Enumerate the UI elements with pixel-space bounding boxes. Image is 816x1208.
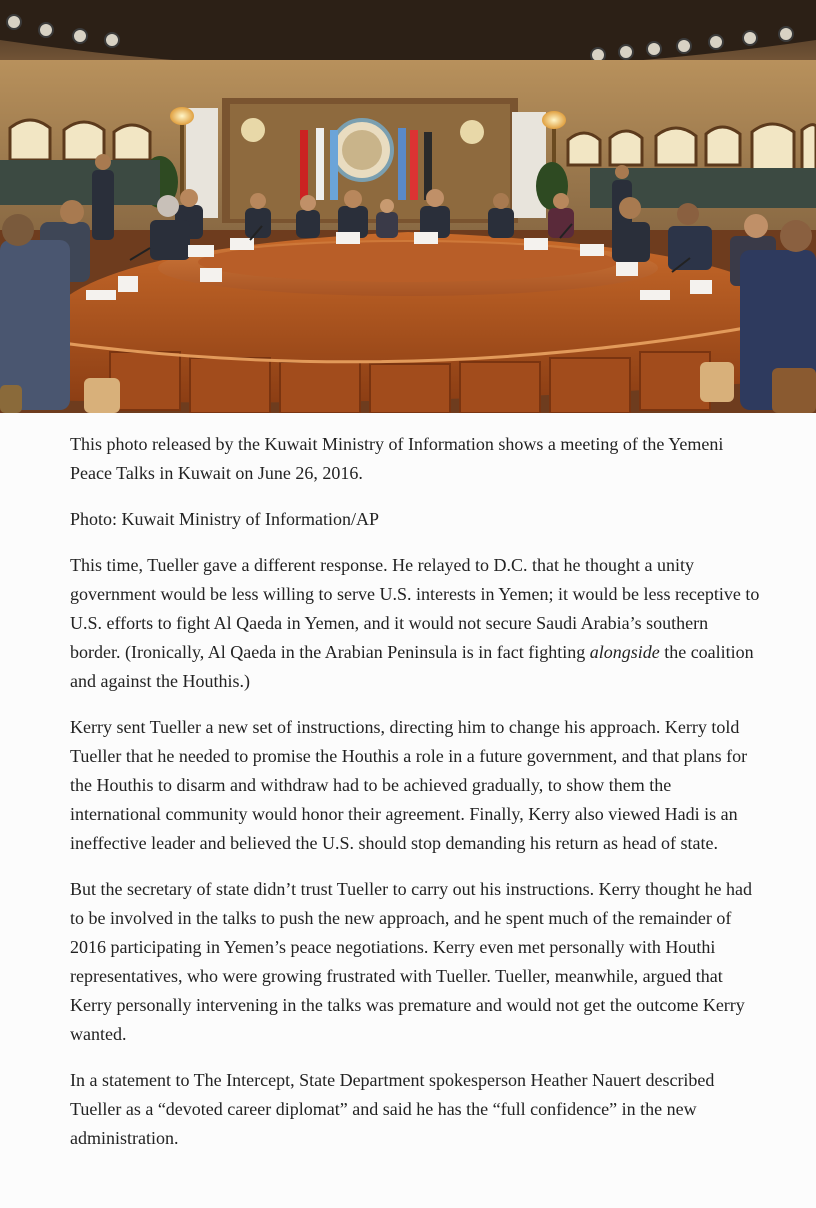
meeting-photo bbox=[0, 0, 816, 413]
paragraph-3: But the secretary of state didn’t trust Tueller to carry out his instructions. Kerry thought he had to be involved in the talks to push the new approach, and he spent much of the remainder of 2016 participating in Yemen’s peace negotiations. Kerry even met personally with Houthi representatives, who were growing frustrated with Tueller. Tueller, meanwhile, argued that Kerry personally intervening in the talks was premature and would not get the outcome Kerry wanted. bbox=[70, 879, 753, 1044]
paragraph-1-text-a: This time, Tueller gave a different response. He relayed to D.C. that he thought a unity government would be less willing to serve U.S. interests in Yemen; it would be less receptive to U.S. efforts to fight Al Qaeda in Yemen, and it would not secure Saudi Arabia’s southern border. (Ironically, Al Qaeda in the Arabian Peninsula is in fact fighting bbox=[70, 555, 760, 662]
article-body bbox=[70, 430, 760, 1170]
paragraph-1-emphasis: alongside bbox=[589, 642, 660, 662]
photo-credit: Photo: Kuwait Ministry of Information/AP bbox=[70, 509, 379, 529]
paragraph-1 bbox=[70, 551, 760, 696]
paragraph-2: Kerry sent Tueller a new set of instructions, directing him to change his approach. Kerry told Tueller that he needed to promise the Houthis a role in a future government, and that plans for the Houthis to disarm and withdraw had to be achieved gradually, to show them the international community would honor their agreement. Finally, Kerry also viewed Hadi is an ineffective leader and believed the U.S. should stop demanding his return as head of state. bbox=[70, 717, 748, 853]
paragraph-4: In a statement to The Intercept, State Department spokesperson Heather Nauert described Tueller as a “devoted career diplomat” and said he has the “full confidence” in the new administration. bbox=[70, 1070, 715, 1148]
photo-caption: This photo released by the Kuwait Ministry of Information shows a meeting of the Yemeni Peace Talks in Kuwait on June 26, 2016. bbox=[70, 434, 724, 483]
paragraph-1-text-b: the coalition and against the Houthis.) bbox=[70, 642, 754, 691]
